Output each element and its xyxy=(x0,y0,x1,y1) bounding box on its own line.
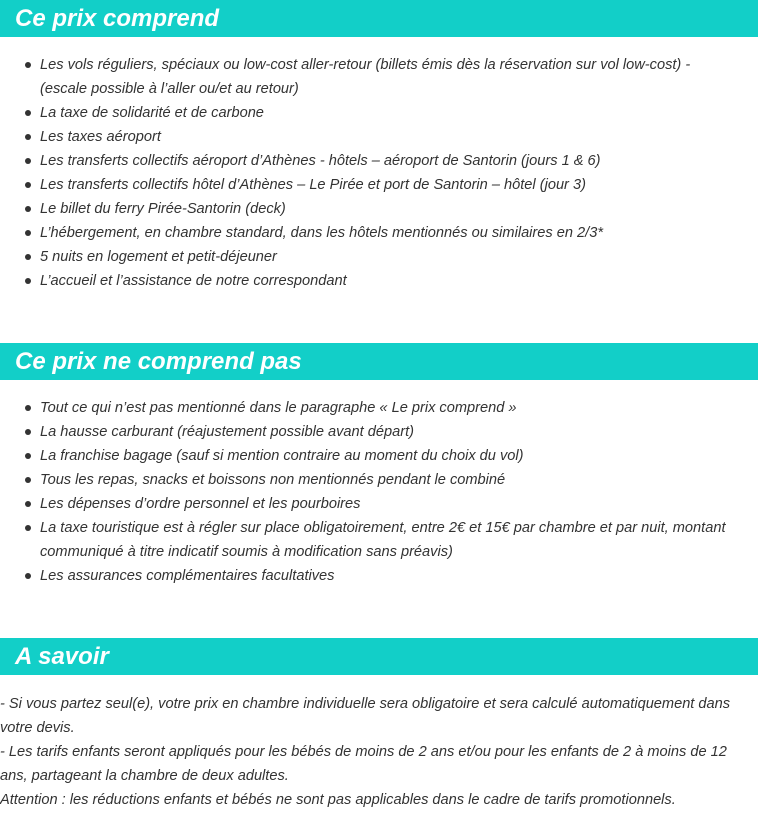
list-item: L’hébergement, en chambre standard, dans les hôtels mentionnés ou similaires en 2/3* xyxy=(0,221,758,245)
list-item: Les assurances complémentaires facultatives xyxy=(0,564,758,588)
list-item: La taxe de solidarité et de carbone xyxy=(0,101,758,125)
list-item: Tous les repas, snacks et boissons non mentionnés pendant le combiné xyxy=(0,468,758,492)
list-item: La franchise bagage (sauf si mention contraire au moment du choix du vol) xyxy=(0,444,758,468)
section-info xyxy=(0,638,758,812)
excluded-list xyxy=(0,396,758,588)
list-item: Les transferts collectifs aéroport d’Athènes - hôtels – aéroport de Santorin (jours 1 & 6) xyxy=(0,149,758,173)
info-line: Attention : les réductions enfants et bébés ne sont pas applicables dans le cadre de tarifs promotionnels. xyxy=(0,792,676,808)
list-item: L’accueil et l’assistance de notre correspondant xyxy=(0,269,758,293)
section-info-title: A savoir xyxy=(0,638,758,675)
info-line: - Si vous partez seul(e), votre prix en chambre individuelle sera obligatoire et sera calculé automatiquement dans votre devis. xyxy=(0,696,731,736)
section-excluded xyxy=(0,343,758,588)
section-excluded-title: Ce prix ne comprend pas xyxy=(0,343,758,380)
section-included xyxy=(0,0,758,293)
list-item: La hausse carburant (réajustement possible avant départ) xyxy=(0,420,758,444)
list-item: 5 nuits en logement et petit-déjeuner xyxy=(0,245,758,269)
included-list xyxy=(0,53,758,293)
info-notes xyxy=(0,692,758,812)
list-item: Les dépenses d’ordre personnel et les pourboires xyxy=(0,492,758,516)
section-included-title: Ce prix comprend xyxy=(0,0,758,37)
list-item: Le billet du ferry Pirée-Santorin (deck) xyxy=(0,197,758,221)
list-item: Les transferts collectifs hôtel d’Athènes – Le Pirée et port de Santorin – hôtel (jour 3) xyxy=(0,173,758,197)
list-item: La taxe touristique est à régler sur place obligatoirement, entre 2€ et 15€ par chambre et par nuit, montant communiqué à titre indicatif soumis à modification sans préavis) xyxy=(0,516,758,564)
list-item: Les vols réguliers, spéciaux ou low-cost aller-retour (billets émis dès la réservation sur vol low-cost) - (escale possible à l’aller ou/et au retour) xyxy=(0,53,758,101)
list-item: Les taxes aéroport xyxy=(0,125,758,149)
info-line: - Les tarifs enfants seront appliqués pour les bébés de moins de 2 ans et/ou pour les enfants de 2 à moins de 12 ans, partageant la chambre de deux adultes. xyxy=(0,744,727,784)
list-item: Tout ce qui n’est pas mentionné dans le paragraphe « Le prix comprend » xyxy=(0,396,758,420)
